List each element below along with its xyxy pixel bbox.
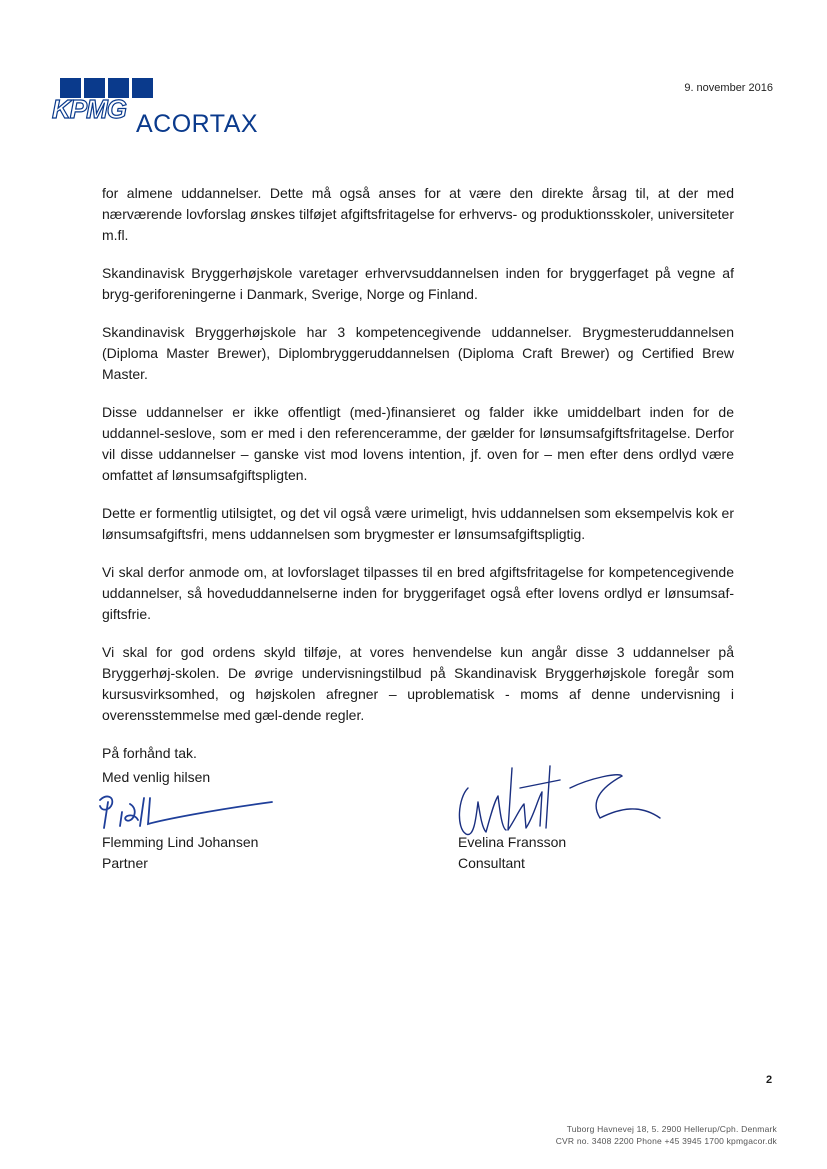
signer-right-title: Consultant <box>458 855 525 871</box>
letter-body <box>102 183 734 781</box>
body-paragraph: På forhånd tak. <box>102 745 197 761</box>
signer-left-name: Flemming Lind Johansen <box>102 834 259 850</box>
body-paragraph: Vi skal derfor anmode om, at lovforslaget tilpasses til en bred afgiftsfritagelse for kompetencegivende uddannelser, så hoveduddannelserne inden for bryggerifaget også efter lovens ordlyd er lønsumsaf-giftsfrie. <box>102 564 734 622</box>
signer-right-name: Evelina Fransson <box>458 834 567 850</box>
body-paragraph: Dette er formentlig utilsigtet, og det vil også være urimeligt, hvis uddannelsen som eksempelvis kok er lønsumsafgiftsfri, mens uddannelsen som brygmester er lønsumsafgiftspligtig. <box>102 505 734 542</box>
page-number: 2 <box>766 1074 773 1086</box>
acortax-logo-text: ACORTAX <box>136 110 259 138</box>
body-paragraph: Skandinavisk Bryggerhøjskole varetager erhvervsuddannelsen inden for bryggerfaget på vegne af bryg-geriforeningerne i Danmark, Sverige, Norge og Finland. <box>102 265 734 302</box>
footer-address <box>556 1123 777 1147</box>
company-logo <box>52 78 282 140</box>
signer-right-block <box>458 832 566 874</box>
signature-left <box>92 790 277 838</box>
body-paragraph: Disse uddannelser er ikke offentligt (med-)finansieret og falder ikke umiddelbart inden for de uddannel-seslove, som er med i den referenceramme, der gælder for lønsumsafgiftsfritagelse. Derfor vil disse uddannelser – ganske vist mod lovens intention, jf. oven for – men efter dens ordlyd være omfattet af lønsumsafgiftspligten. <box>102 404 734 483</box>
signature-right <box>450 758 670 843</box>
body-paragraph: Vi skal for god ordens skyld tilføje, at vores henvendelse kun angår disse 3 uddannelser på Bryggerhøj-skolen. De øvrige undervisningstilbud på Skandinavisk Bryggerhøjskole foregår som kursusvirksomhed, og højskolen afregner – uproblematisk - moms af denne undervisning i overensstemmelse med gæl-dende regler. <box>102 644 734 723</box>
footer-line-address: Tuborg Havnevej 18, 5. 2900 Hellerup/Cph. Denmark <box>566 1124 777 1134</box>
body-paragraph: Skandinavisk Bryggerhøjskole har 3 kompetencegivende uddannelser. Brygmesteruddannelsen (Diploma Master Brewer), Diplombryggeruddannelsen (Diploma Craft Brewer) og Certified Brew Master. <box>102 324 734 382</box>
footer-line-contact: CVR no. 3408 2200 Phone +45 3945 1700 kpmgacor.dk <box>555 1136 777 1146</box>
letter-date: 9. november 2016 <box>684 82 773 94</box>
body-paragraph: for almene uddannelser. Dette må også anses for at være den direkte årsag til, at der med nærværende lovforslag ønskes tilføjet afgiftsfritagelse for erhvervs- og produktionsskoler, universiteter m.fl. <box>102 185 734 243</box>
closing-greeting: Med venlig hilsen <box>102 769 211 785</box>
kpmg-logo-text: KPMG <box>52 94 126 124</box>
signer-left-title: Partner <box>102 855 148 871</box>
signer-left-block <box>102 832 258 874</box>
